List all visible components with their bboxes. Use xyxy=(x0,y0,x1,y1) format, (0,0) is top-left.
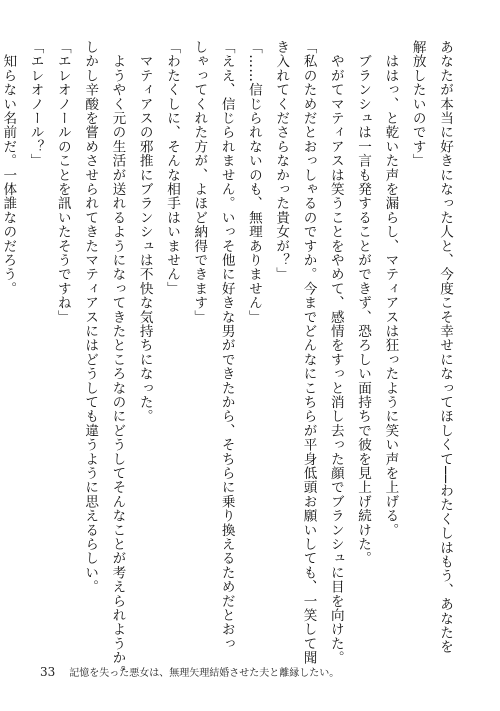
text-line: 知らない名前だ。一体誰なのだろう。 xyxy=(0,40,17,296)
text-line: マティアスの邪推にブランシュは不快な気持ちになった。 xyxy=(136,40,153,424)
text-line: 「わたくしに、そんな相手はいません」 xyxy=(164,40,181,296)
text-line: き入れてくださらなかった貴女が？」 xyxy=(273,40,290,282)
text-line: 「……信じられないのも、無理ありません」 xyxy=(245,40,262,324)
text-line: 解放したいのです」 xyxy=(409,40,426,168)
text-line: 「ええ、信じられません。いっそ他に好きな男ができたから、そちらに乗り換えるためだとおっ xyxy=(218,40,235,651)
text-line: しゃってくれた方が、よほど納得できます」 xyxy=(191,40,208,324)
text-line: 「私のためだとおっしゃるのですか。今までどんなにこちらが平身低頭お願いしても、一笑して聞 xyxy=(300,40,317,665)
page-footer xyxy=(40,664,339,679)
text-line: ははっ、と乾いた声を漏らし、マティアスは狂ったように笑い声を上げる。 xyxy=(382,40,399,537)
text-line: 「エレオノール？」 xyxy=(27,40,44,168)
text-line: しかし辛酸を嘗めさせられてきたマティアスにはどうしても違うように思えるらしい。 xyxy=(82,40,99,594)
text-line: 「エレオノールのことを訊いたそうですね」 xyxy=(54,40,71,324)
text-line: ようやく元の生活が送れるようになってきたところなのにどうしてそんなことが考えられようか。 xyxy=(109,40,126,679)
book-title: 記憶を失った悪女は、無理矢理結婚させた夫と離縁したい。 xyxy=(69,668,340,679)
page-number: 33 xyxy=(40,665,56,679)
text-line: あなたが本当に好きになった人と、今度こそ幸せになってほしくて──わたくしはもう、あなたを xyxy=(437,40,453,654)
text-line: やがてマティアスは笑うことをやめて、感情をすっと消し去った顔でブランシュに目を向けた。 xyxy=(327,40,344,665)
text-line: ブランシュは一言も発することができず、恐ろしい面持ちで彼を見上げ続けた。 xyxy=(355,40,372,566)
